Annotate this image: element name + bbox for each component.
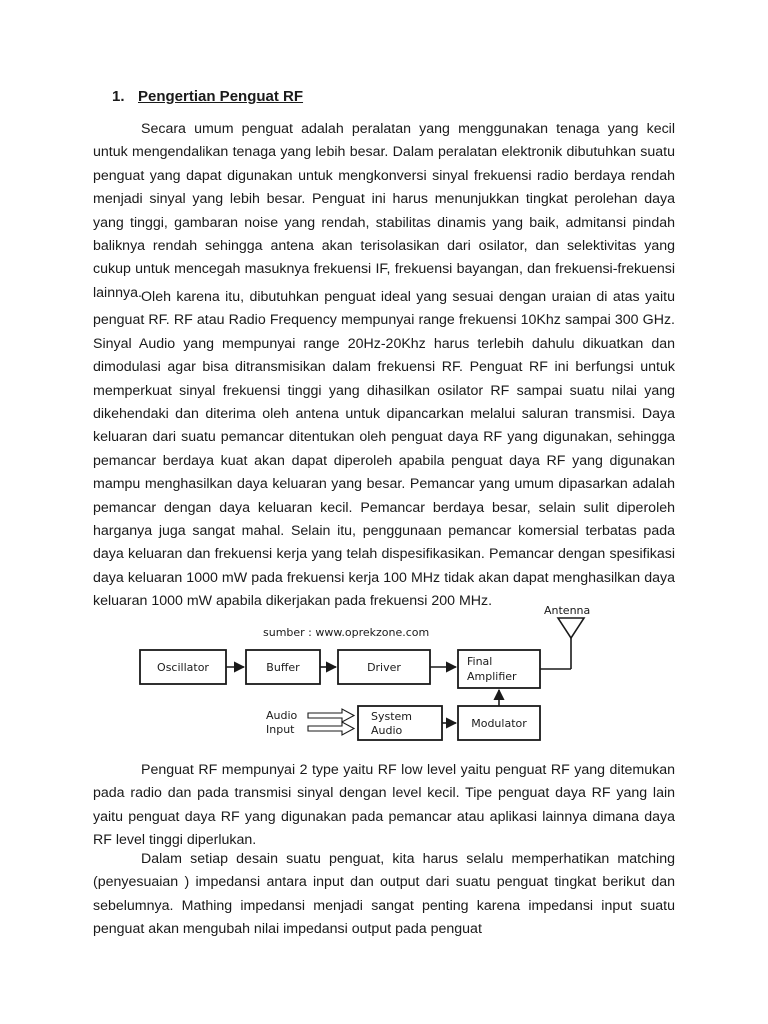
antenna-label: Antenna — [544, 604, 591, 617]
driver-block — [338, 650, 430, 684]
system-audio-block — [358, 706, 442, 740]
final-amplifier-label-line2: Amplifier — [467, 670, 517, 683]
section-title: Pengertian Penguat RF — [138, 88, 304, 105]
audio-input-label-line1: Audio — [266, 709, 298, 722]
driver-label: Driver — [367, 661, 401, 674]
oscillator-block — [140, 650, 226, 684]
paragraph-1: Secara umum penguat adalah peralatan yang menggunakan tenaga yang kecil untuk mengendalikan tenaga yang lebih besar. Dalam peralatan elektronik dibutuhkan suatu penguat yang dapat digunakan untuk mengkonversi sinyal frekuensi radio berdaya rendah menjadi sinyal yang lebih besar. Penguat ini harus menunjukkan tingkat perolehan daya yang tinggi, gambaran noise yang rendah, stabilitas dinamis yang baik, admitansi pindah baliknya rendah sehingga antena akan terisolasikan dari osilator, dan selektivitas yang cukup untuk mencegah masuknya frekuensi IF, frekuensi bayangan, dan frekuensi-frekuensi lainnya. — [93, 121, 675, 301]
antenna-icon — [540, 618, 584, 669]
paragraph-4: Dalam setiap desain suatu penguat, kita harus selalu memperhatikan matching (penyesuaian ) impedansi antara input dan output dari suatu penguat tingkat berikut dan sebelumnya. Mathing impedansi menjadi sangat penting karena impedansi input suatu penguat akan mengubah nilai impedansi output pada penguat — [93, 851, 675, 938]
paragraph-2: Oleh karena itu, dibutuhkan penguat ideal yang sesuai dengan uraian di atas yaitu penguat RF. RF atau Radio Frequency mempunyai range frekuensi 10Khz sampai 300 GHz. Sinyal Audio yang mempunyai range 20Hz-20Khz harus terlebih dahulu dikuatkan dan dimodulasi agar bisa ditransmisikan dalam frekuensi RF. Penguat RF ini berfungsi untuk memperkuat sinyal frekuensi tinggi yang dihasilkan osilator RF sampai suatu nilai yang dikehendaki dan diterima oleh antena untuk dipancarkan melalui saluran transmisi. Daya keluaran dari suatu pemancar ditentukan oleh penguat daya RF yang digunakan, sehingga pemancar berdaya kuat akan dapat diperoleh apabila penguat daya RF yang digunakan mampu menghasilkan daya keluaran yang besar. Pemancar yang umum dipasarkan adalah pemancar dengan daya keluaran kecil. Pemancar berdaya besar, selain sulit diperoleh harganya juga sangat mahal. Selain itu, penggunaan pemancar komersial terbatas pada daya keluaran dan frekuensi kerja yang telah dispesifikasikan. Pemancar dengan spesifikasi daya keluaran 1000 mW pada frekuensi kerja 100 MHz tidak akan dapat menghasilkan daya keluaran 1000 mW apabila dikerjakan pada frekuensi 200 MHz. — [93, 289, 675, 610]
system-audio-label-line2: Audio — [371, 724, 403, 737]
modulator-block — [458, 706, 540, 740]
paragraph-3: Penguat RF mempunyai 2 type yaitu RF low level yaitu penguat RF yang ditemukan pada radio dan pada transmisi sinyal dengan level kecil. Tipe penguat daya RF yang lain yaitu penguat daya RF yang digunakan pada pemancar atau aplikasi lainnya dimana daya RF level tinggi diperlukan. — [93, 762, 675, 849]
section-heading — [112, 86, 303, 108]
section-number: 1. — [112, 88, 125, 105]
system-audio-label-line1: System — [371, 710, 413, 723]
audio-input-arrow-2 — [308, 722, 354, 735]
audio-input-arrow-1 — [308, 709, 354, 722]
buffer-label: Buffer — [266, 661, 300, 674]
buffer-block — [246, 650, 320, 684]
rf-transmitter-block-diagram — [128, 602, 598, 742]
audio-input-label-line2: Input — [266, 723, 295, 736]
oscillator-label: Oscillator — [157, 661, 209, 674]
final-amplifier-block — [458, 650, 540, 688]
modulator-label: Modulator — [471, 717, 527, 730]
diagram-source-label: sumber : www.oprekzone.com — [263, 626, 430, 639]
final-amplifier-label-line1: Final — [467, 655, 493, 668]
